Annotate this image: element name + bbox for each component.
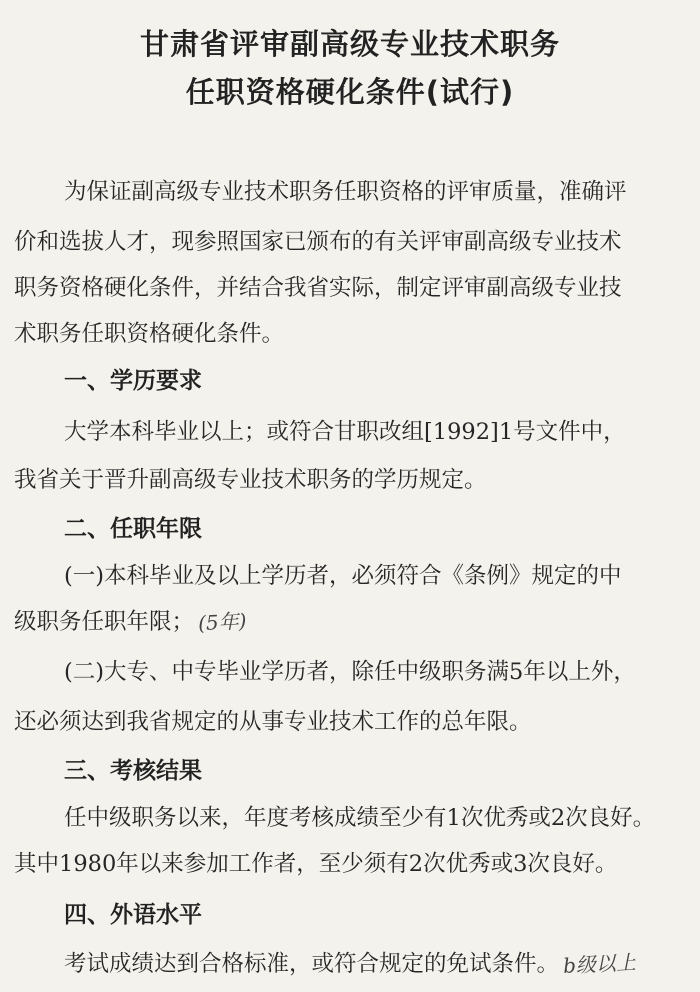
section-line-text: 级职务任职年限；: [14, 609, 195, 635]
section-line: [14, 604, 246, 636]
section-line: [64, 946, 636, 978]
section-line: 任中级职务以来，年度考核成绩至少有1次优秀或2次良好。: [64, 805, 656, 831]
section-line: 大学本科毕业以上；或符合甘职改组[1992]1号文件中，: [64, 419, 626, 445]
section-heading-education: 一、学历要求: [64, 368, 202, 394]
section-line: 我省关于晋升副高级专业技术职务的学历规定。: [14, 467, 487, 493]
handwritten-note: b级以上: [562, 950, 637, 978]
document-title-line-2: 任职资格硬化条件(试行): [185, 75, 515, 109]
section-heading-language: 四、外语水平: [64, 902, 202, 928]
section-line: (二)大专、中专毕业学历者，除任中级职务满5年以上外，: [64, 659, 636, 685]
section-line: 其中1980年以来参加工作者，至少须有2次优秀或3次良好。: [14, 851, 618, 877]
section-line-text: 考试成绩达到合格标准，或符合规定的免试条件。: [64, 951, 560, 977]
section-heading-years: 二、任职年限: [64, 516, 202, 542]
handwritten-note: (5年): [197, 608, 248, 636]
section-line: 还必须达到我省规定的从事专业技术工作的总年限。: [14, 709, 532, 735]
intro-line: 价和选拔人才，现参照国家已颁布的有关评审副高级专业技术: [14, 229, 622, 255]
section-line: (一)本科毕业及以上学历者，必须符合《条例》规定的中: [64, 563, 622, 589]
intro-line: 为保证副高级专业技术职务任职资格的评审质量，准确评: [64, 179, 627, 205]
intro-line: 术职务任职资格硬化条件。: [14, 321, 285, 347]
document-title-line-1: 甘肃省评审副高级专业技术职务: [139, 27, 560, 61]
section-heading-assessment: 三、考核结果: [64, 758, 202, 784]
intro-line: 职务资格硬化条件，并结合我省实际，制定评审副高级专业技: [14, 275, 622, 301]
